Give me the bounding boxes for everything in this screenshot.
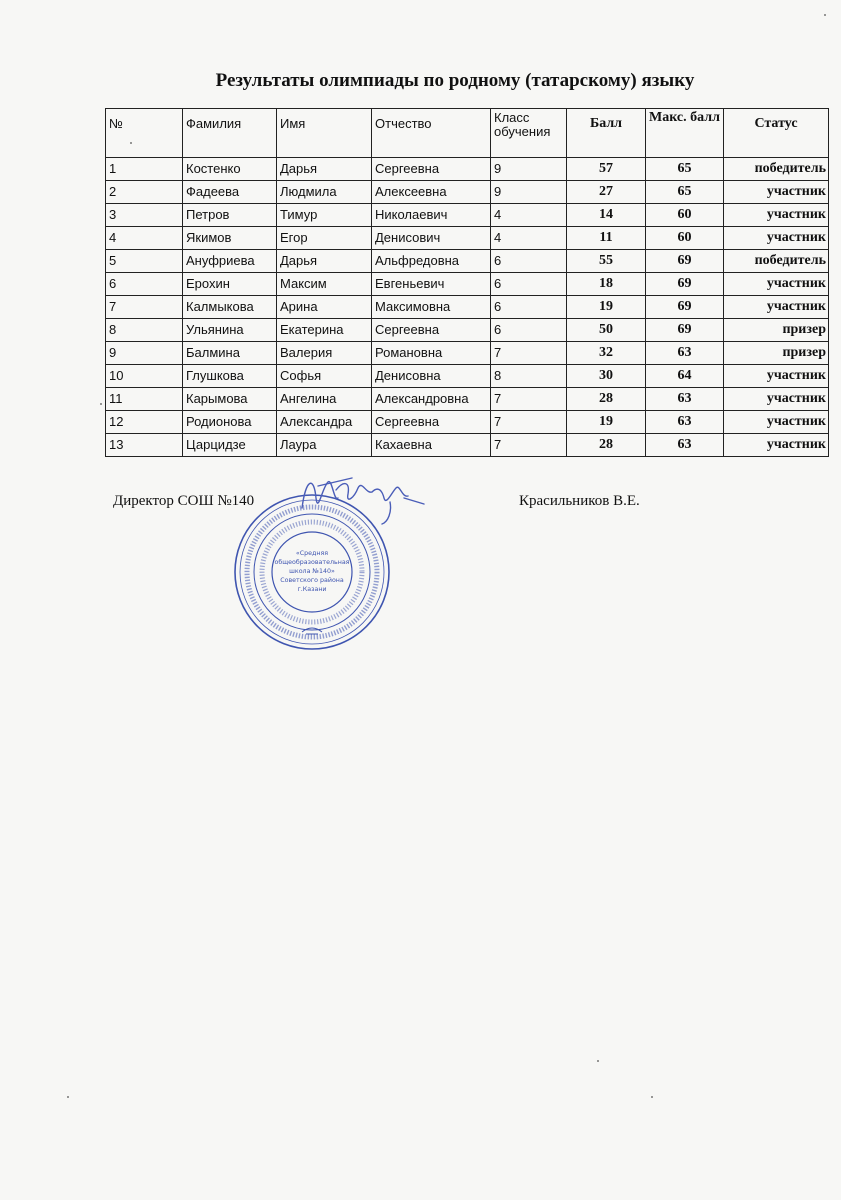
cell-no: 12 [106,411,183,434]
cell-grade: 4 [491,204,567,227]
cell-last-name: Якимов [183,227,277,250]
cell-status: участник [724,411,829,434]
table-row [106,388,829,411]
cell-last-name: Костенко [183,158,277,181]
cell-score: 14 [567,204,646,227]
cell-no: 7 [106,296,183,319]
header-last-name: Фамилия [183,109,277,158]
cell-score: 19 [567,296,646,319]
stamp-line-5: г.Казани [297,586,327,593]
cell-max-score: 65 [646,181,724,204]
table-row [106,181,829,204]
cell-max-score: 60 [646,204,724,227]
results-table [105,108,829,457]
cell-score: 55 [567,250,646,273]
cell-score: 19 [567,411,646,434]
stamp-line-3: школа №140» [289,568,335,575]
cell-first-name: Валерия [277,342,372,365]
cell-max-score: 69 [646,250,724,273]
cell-max-score: 69 [646,319,724,342]
stamp-line-2: общеобразовательная [274,559,350,566]
cell-score: 28 [567,388,646,411]
cell-score: 30 [567,365,646,388]
cell-score: 27 [567,181,646,204]
cell-last-name: Балмина [183,342,277,365]
cell-grade: 9 [491,158,567,181]
cell-last-name: Фадеева [183,181,277,204]
director-position: Директор СОШ №140 [113,493,255,509]
cell-score: 11 [567,227,646,250]
cell-first-name: Софья [277,365,372,388]
cell-patronymic: Денисович [372,227,491,250]
cell-no: 2 [106,181,183,204]
cell-max-score: 69 [646,296,724,319]
header-grade: Класс обучения [491,109,567,158]
cell-last-name: Ерохин [183,273,277,296]
table-row [106,158,829,181]
cell-grade: 6 [491,296,567,319]
cell-status: участник [724,296,829,319]
cell-last-name: Ануфриева [183,250,277,273]
director-name: Красильников В.Е. [519,493,640,509]
cell-grade: 4 [491,227,567,250]
cell-no: 3 [106,204,183,227]
cell-max-score: 63 [646,411,724,434]
cell-no: 1 [106,158,183,181]
cell-status: победитель [724,250,829,273]
table-header-row [106,109,829,158]
cell-last-name: Карымова [183,388,277,411]
cell-no: 11 [106,388,183,411]
cell-max-score: 63 [646,388,724,411]
cell-grade: 7 [491,434,567,457]
table-row [106,204,829,227]
header-max-score: Макс. балл [646,109,724,158]
cell-first-name: Егор [277,227,372,250]
cell-last-name: Ульянина [183,319,277,342]
header-first-name: Имя [277,109,372,158]
cell-no: 6 [106,273,183,296]
cell-status: победитель [724,158,829,181]
cell-grade: 8 [491,365,567,388]
table-row [106,434,829,457]
cell-patronymic: Евгеньевич [372,273,491,296]
cell-status: призер [724,342,829,365]
cell-score: 32 [567,342,646,365]
table-row [106,296,829,319]
cell-grade: 7 [491,411,567,434]
cell-max-score: 63 [646,342,724,365]
cell-first-name: Тимур [277,204,372,227]
cell-first-name: Людмила [277,181,372,204]
cell-no: 4 [106,227,183,250]
cell-patronymic: Сергеевна [372,411,491,434]
header-patronymic: Отчество [372,109,491,158]
cell-max-score: 65 [646,158,724,181]
cell-no: 9 [106,342,183,365]
document-title: Результаты олимпиады по родному (татарскому) языку [215,70,695,91]
cell-last-name: Родионова [183,411,277,434]
table-row [106,342,829,365]
cell-status: участник [724,227,829,250]
cell-max-score: 63 [646,434,724,457]
cell-first-name: Александра [277,411,372,434]
director-signature [292,468,432,528]
cell-patronymic: Романовна [372,342,491,365]
table-row [106,227,829,250]
cell-patronymic: Денисовна [372,365,491,388]
cell-first-name: Дарья [277,158,372,181]
cell-last-name: Калмыкова [183,296,277,319]
cell-no: 10 [106,365,183,388]
cell-score: 18 [567,273,646,296]
cell-no: 13 [106,434,183,457]
cell-patronymic: Сергеевна [372,158,491,181]
cell-status: призер [724,319,829,342]
stamp-line-1: «Средняя [295,550,329,557]
cell-patronymic: Максимовна [372,296,491,319]
cell-score: 57 [567,158,646,181]
table-row [106,250,829,273]
table-row [106,411,829,434]
cell-first-name: Екатерина [277,319,372,342]
cell-grade: 7 [491,388,567,411]
cell-grade: 9 [491,181,567,204]
cell-no: 8 [106,319,183,342]
cell-score: 28 [567,434,646,457]
cell-last-name: Царцидзе [183,434,277,457]
cell-patronymic: Кахаевна [372,434,491,457]
cell-status: участник [724,434,829,457]
cell-patronymic: Николаевич [372,204,491,227]
cell-first-name: Арина [277,296,372,319]
cell-status: участник [724,273,829,296]
cell-max-score: 60 [646,227,724,250]
cell-max-score: 64 [646,365,724,388]
table-row [106,273,829,296]
header-score: Балл [567,109,646,158]
cell-grade: 6 [491,273,567,296]
header-no: № [106,109,183,158]
cell-patronymic: Альфредовна [372,250,491,273]
table-row [106,365,829,388]
cell-status: участник [724,204,829,227]
cell-first-name: Дарья [277,250,372,273]
stamp-line-4: Советского района [280,577,344,584]
cell-last-name: Глушкова [183,365,277,388]
cell-first-name: Лаура [277,434,372,457]
cell-patronymic: Александровна [372,388,491,411]
cell-no: 5 [106,250,183,273]
cell-patronymic: Алексеевна [372,181,491,204]
cell-grade: 6 [491,250,567,273]
header-status: Статус [724,109,829,158]
cell-status: участник [724,365,829,388]
cell-first-name: Максим [277,273,372,296]
cell-grade: 6 [491,319,567,342]
table-row [106,319,829,342]
cell-status: участник [724,388,829,411]
cell-max-score: 69 [646,273,724,296]
cell-grade: 7 [491,342,567,365]
cell-last-name: Петров [183,204,277,227]
cell-patronymic: Сергеевна [372,319,491,342]
cell-status: участник [724,181,829,204]
cell-first-name: Ангелина [277,388,372,411]
cell-score: 50 [567,319,646,342]
